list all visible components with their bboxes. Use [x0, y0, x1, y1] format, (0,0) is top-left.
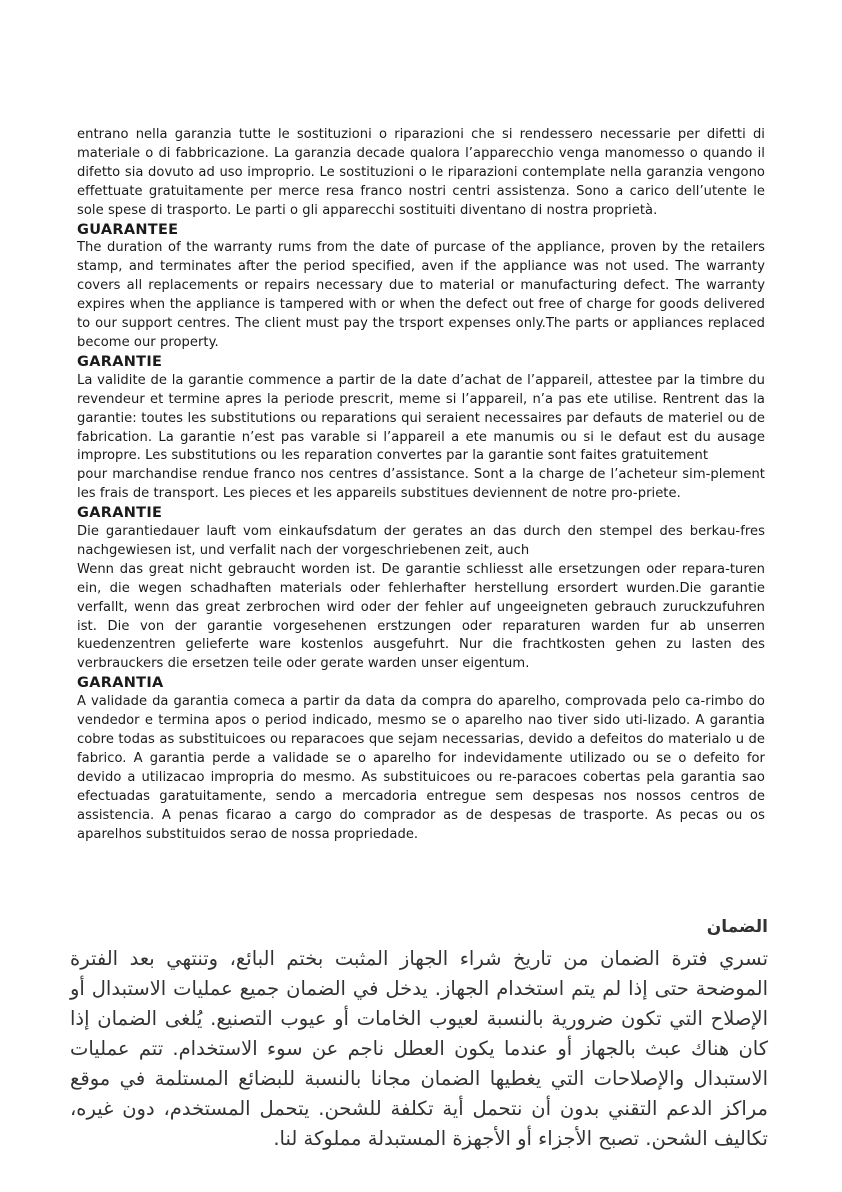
- portuguese-heading: GARANTIA: [77, 675, 164, 692]
- german-paragraph-1: Die garantiedauer lauft vom einkaufsdatum der gerates an das durch den stempel des berkau-fres nachgewiesen ist, und verfalit nach der vorgeschriebenen zeit, auch: [77, 524, 765, 558]
- english-heading: GUARANTEE: [77, 221, 179, 238]
- arabic-paragraph: تسري فترة الضمان من تاريخ شراء الجهاز المثبت بختم البائع، وتنتهي بعد الفترة الموضحة حتى إذا لم يتم استخدام الجهاز. يدخل في الضمان جميع عمليات الاستبدال أو الإصلاح التي تكون ضرورية بالنسبة لعيوب الخامات أو عيوب التصنيع. يُلغى الضمان إذا كان هناك عبث بالجهاز أو عندما يكون العطل ناجم عن سوء الاستخدام. تتم عمليات الاستبدال والإصلاحات التي يغطيها الضمان مجانا بالنسبة للبضائع المستلمة في موقع مراكز الدعم التقني بدون أن نتحمل أية تكلفة للشحن. يتحمل المستخدم، دون غيره، تكاليف الشحن. تصبح الأجزاء أو الأجهزة المستبدلة مملوكة لنا.: [70, 947, 768, 1150]
- portuguese-paragraph: A validade da garantia comeca a partir da data da compra do aparelho, comprovada pelo ca-rimbo do vendedor e termina apos o period indicado, mesmo se o aparelho nao tiver sido uti-lizado. A garantia cobre todas as substituicoes ou reparacoes que sejam necessarias, devido a defeitos do materialo u de fabrico. A garantia perde a validade se o aparelho for indevidamente utilizado ou se o defeito for devido a utilizacao impropria do mesmo. As substituicoes ou re-paracoes cobertas pela garantia sao efectuadas garatuitamente, sendo a mercadoria entregue sem despesas nos nossos centros de assistencia. A penas ficarao a cargo do comprador as de despesas de trasporte. As pecas ou os aparelhos substituidos serao de nossa propriedade.: [77, 694, 765, 842]
- english-paragraph: The duration of the warranty rums from the date of purcase of the appliance, proven by the retailers stamp, and terminates after the period specified, aven if the appliance was not used. The warranty covers all replacements or repairs necessary due to material or manufacturing defect. The warranty expires when the appliance is tampered with or when the defect out free of charge for goods delivered to our support centres. The client must pay the trsport expenses only.The parts or appliances replaced become our property.: [77, 240, 765, 350]
- arabic-section: [70, 914, 768, 1154]
- french-heading: GARANTIE: [77, 353, 163, 370]
- french-paragraph-2: pour marchandise rendue franco nos centres d’assistance. Sont a la charge de l’acheteur sim-plement les frais de transport. Les pieces et les appareils substitues deviennent de notre pro-priete.: [77, 467, 765, 502]
- warranty-text-block: [77, 126, 765, 844]
- german-paragraph-2: Wenn das great nicht gebraucht worden ist. De garantie schliesst alle ersetzungen oder repara-turen ein, die wegen schadhaften materials oder fehlerhafter herstellung ersordert wurden.Die garantie verfallt, wenn das great zerbrochen wird oder der fehler auf ungeeigneten gebrauch zuruckzufuhren ist. Die von der garantie vorgesehenen erstzungen oder reparaturen warden fur ab unserren kuedenzentren gelieferte ware kostenlos ausgefuhrt. Nur die frachtkosten gehen zu lasten des verbrauckers die ersetzen teile oder gerate warden unser eigentum.: [77, 561, 765, 672]
- italian-paragraph: entrano nella garanzia tutte le sostituzioni o riparazioni che si rendessero necessarie per difetti di materiale o di fabbricazione. La garanzia decade qualora l’apparecchio venga manomesso o quando il difetto sia dovuto ad uso improprio. Le sostituzioni o le riparazioni contemplate nella garanzia vengono effettuate gratuitamente per merce resa franco nostri centri assistenza. Sono a carico dell’utente le sole spese di trasporto. Le parti o gli apparecchi sostituiti diventano di nostra proprietà.: [77, 127, 765, 218]
- german-heading: GARANTIE: [77, 505, 163, 522]
- french-paragraph-1: La validite de la garantie commence a partir de la date d’achat de l’appareil, attestee par la timbre du revendeur et termine apres la periode prescrit, meme si l’appareil, n’a pas ete utilise. Rentrent das la garantie: toutes les substitutions ou reparations qui seraient necessaires par defauts de materiel ou de fabrication. La garantie n’est pas varable si l’appareil a ete manumis ou si le defaut est du ausage impropre. Les substitutions ou les reparation convertes par la garantie sont faites gratuitement: [77, 372, 765, 464]
- arabic-heading: الضمان: [706, 917, 768, 937]
